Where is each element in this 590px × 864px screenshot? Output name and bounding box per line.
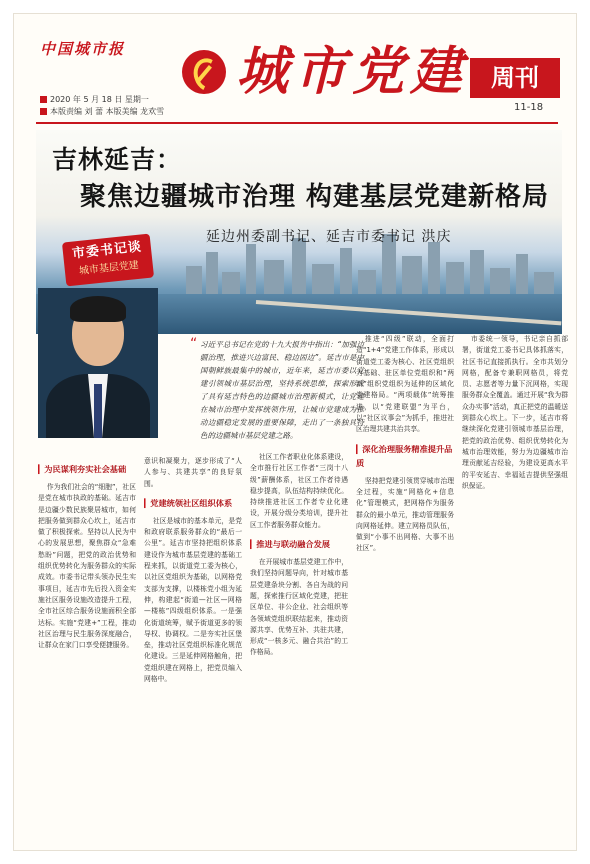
- date-line: [40, 94, 168, 106]
- masthead-meta: [40, 94, 168, 118]
- section-heading: ▎ 深化治理服务精准提升品质: [356, 442, 454, 470]
- party-emblem-icon: [182, 50, 226, 94]
- article-column-2: [144, 456, 242, 851]
- section-title: 城市党建: [236, 41, 469, 102]
- editor-line: 本版责编 刘 蕾 本版美编 龙欢雪: [50, 107, 165, 116]
- author-portrait: [38, 288, 158, 438]
- paragraph: 社区工作者职业化体系建设，全市推行社区工作者“三岗十八级”薪酬体系，社区工作者待遇稳步提高，队伍结构持续优化。持续推进社区工作者专业化建设，开展分级分类培训，提升社区工作者服务群众能力。: [250, 453, 348, 529]
- column-badge-subtitle: 城市基层党建: [78, 259, 140, 278]
- column-badge: [62, 234, 154, 287]
- quote-mark-icon: “: [190, 336, 198, 352]
- masthead: [14, 14, 577, 122]
- paragraph: 推进“四级”联动，全面打造“1+4”党建工作体系，形成以街道党工委为核心、社区党组织为基础、驻区单位党组织和“两新”组织党组织为延伸的区域化党建格局。“两项载体”统筹推进，以“党建联盟”为平台，以“社区议事会”为抓手，推进社区治理共建共治共享。: [356, 335, 454, 434]
- bullet-square-icon: [40, 96, 47, 103]
- section-heading: ▎ 为民谋利夯实社会基础: [38, 462, 136, 476]
- newspaper-page: [13, 13, 577, 851]
- headline-line1: 吉林延吉：: [52, 145, 183, 174]
- section-heading: ▎ 推进与联动融合发展: [250, 537, 348, 551]
- article-column-5: [462, 334, 568, 851]
- paragraph: 意识和凝聚力，逐步形成了“人人参与、共建共享”的良好氛围。: [144, 457, 242, 488]
- weekly-badge: 周刊: [470, 58, 560, 98]
- article-intro: 习近平总书记在党的十九大报告中指出：“加强边疆治理，推进兴边富民、稳边固边”。延吉市是中国朝鲜族最集中的城市，近年来，延吉市委以党建引领城市基层治理，坚持系统思维，探索形成了具有延吉特色的边疆城市治理新模式，让党建在城市治理中发挥统领作用，让城市党建成为推动边疆稳定发展的重要保障，走出了一条独具特色的边疆城市基层党建之路。: [200, 340, 364, 440]
- paragraph: 坚持把党建引领贯穿城市治理全过程，实施“网格化+信息化”管理模式，把网格作为服务群众的最小单元，推动管理服务向网格延伸。建立网格员队伍，做到“小事不出网格、大事不出社区”。: [356, 476, 454, 553]
- issue-pages: 11-18: [514, 102, 544, 113]
- paragraph: 作为我们社会的“细胞”，社区是党在城市执政的基础。延吉市是边疆少数民族聚居城市，如何把服务做到群众心坎上，延吉市做了积极探索。坚持以人民为中心的发展思想，聚焦群众“急难愁盼”问题，把党的政治优势和组织优势转化为服务群众的实际成效。市委书记带头领办民生实事项目，延吉市先后投入资金实施社区服务设施改造提升工程，全市社区综合服务设施面积全部达标。实施“党建+”工程，推动社区治理与民生服务深度融合，让群众在家门口享受便捷服务。: [38, 483, 136, 650]
- paragraph: 市委统一领导，书记亲自抓部署，街道党工委书记具体抓落实，社区书记直接抓执行。全市共划分网格，配备专兼职网格员，将党员、志愿者等力量下沉网格，实现服务群众全覆盖。通过开展“我为群众办实事”活动，真正把党的温暖送到群众心坎上。下一步，延吉市将继续深化党建引领城市基层治理，把党的政治优势、组织优势转化为城市治理效能，努力为边疆城市治理贡献延吉经验，为建设更高水平的平安延吉、幸福延吉提供坚强组织保证。: [462, 335, 568, 490]
- newspaper-brand: 中国城市报: [40, 40, 126, 58]
- masthead-rule: [36, 122, 558, 124]
- editor-line-row: [40, 106, 168, 118]
- article-column-3: [250, 452, 348, 851]
- paragraph: 社区是城市的基本单元，是党和政府联系服务群众的“最后一公里”。延吉市坚持把组织体系建设作为城市基层党建的基础工程来抓，以街道党工委为核心，以社区党组织为基础，以网格党支部为支撑，以楼栋党小组为延伸，构建起“街道—社区—网格—楼栋”四级组织体系。一是强化街道统筹，赋予街道更多的领导权、协调权。二是夯实社区堡垒，推动社区党组织标准化规范化建设。三是延伸网格触角，把党组织建在网格上，把党员编入网格中。: [144, 516, 242, 684]
- article-column-1: [38, 456, 136, 851]
- article-column-4: [356, 334, 454, 851]
- headline-line2: 聚焦边疆城市治理 构建基层党建新格局: [80, 182, 550, 212]
- author-byline: 延边州委副书记、延吉市委书记 洪庆: [206, 229, 452, 245]
- column-badge-title: 市委书记谈: [71, 239, 143, 262]
- section-heading: ▎ 党建统领社区组织体系: [144, 496, 242, 510]
- bullet-square-icon: [40, 108, 47, 115]
- paragraph: 在开展城市基层党建工作中，我们坚持问题导向，针对城市基层党建条块分割、各自为战的问题，探索推行区域化党建，把驻区单位、非公企业、社会组织等各领域党组织联结起来，推动资源共享、优势互补、共驻共建，形成“一核多元、融合共治”的工作格局。: [250, 558, 348, 657]
- issue-date: 2020 年 5 月 18 日 星期一: [50, 95, 149, 104]
